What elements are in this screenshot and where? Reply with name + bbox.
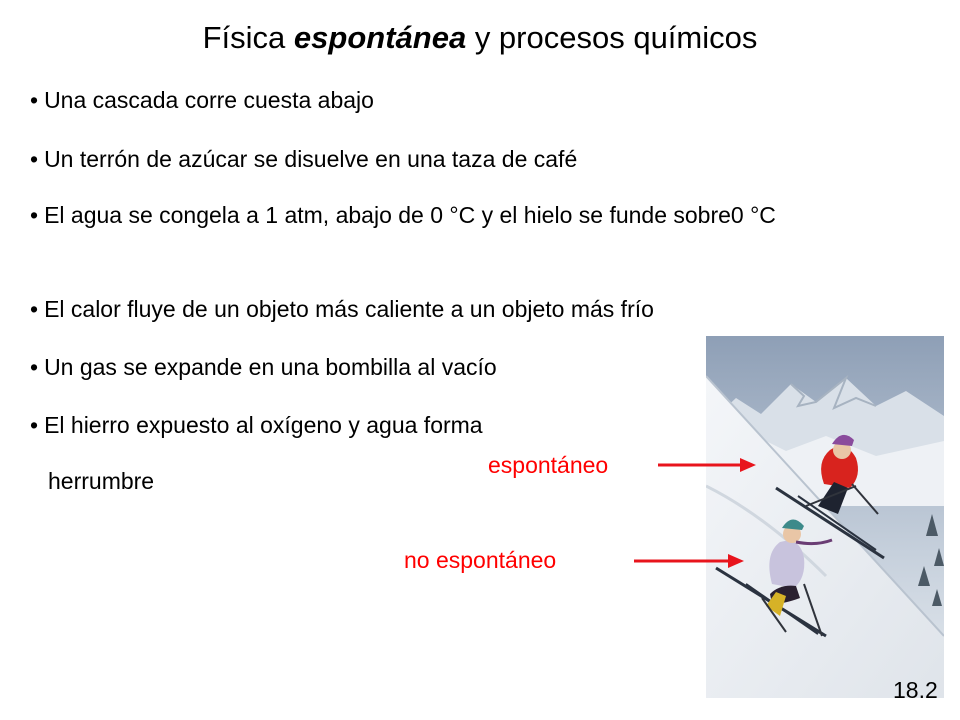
bullet-dot: • [30, 146, 39, 172]
page-number: 18.2 [893, 677, 938, 703]
bullet-text: Un gas se expande en una bombilla al vacío [44, 354, 497, 380]
bullet-continuation: herrumbre [48, 468, 155, 494]
bullet-dot: • [30, 202, 39, 228]
bullet-text: El calor fluye de un objeto más caliente a un objeto más frío [44, 296, 654, 322]
nonspontaneous-label: no espontáneo [404, 547, 557, 573]
bullet-text: El hierro expuesto al oxígeno y agua forma [44, 412, 483, 438]
title-emphasis: espontánea [293, 20, 467, 55]
arrow-spontaneous-icon [658, 458, 756, 472]
title-pre: Física [202, 20, 294, 55]
bullet-text: Una cascada corre cuesta abajo [44, 87, 374, 113]
bullet-text: Un terrón de azúcar se disuelve en una taza de café [44, 146, 578, 172]
bullet-text: El agua se congela a 1 atm, abajo de 0 °C y el hielo se funde sobre0 °C [44, 202, 776, 228]
title-post: y procesos químicos [466, 20, 758, 55]
bullet-dot: • [30, 354, 39, 380]
bullet-dot: • [30, 87, 39, 113]
bullet-dot: • [30, 296, 39, 322]
bullet-dot: • [30, 412, 39, 438]
arrow-nonspontaneous-icon [634, 554, 744, 568]
spontaneous-label: espontáneo [488, 452, 609, 478]
